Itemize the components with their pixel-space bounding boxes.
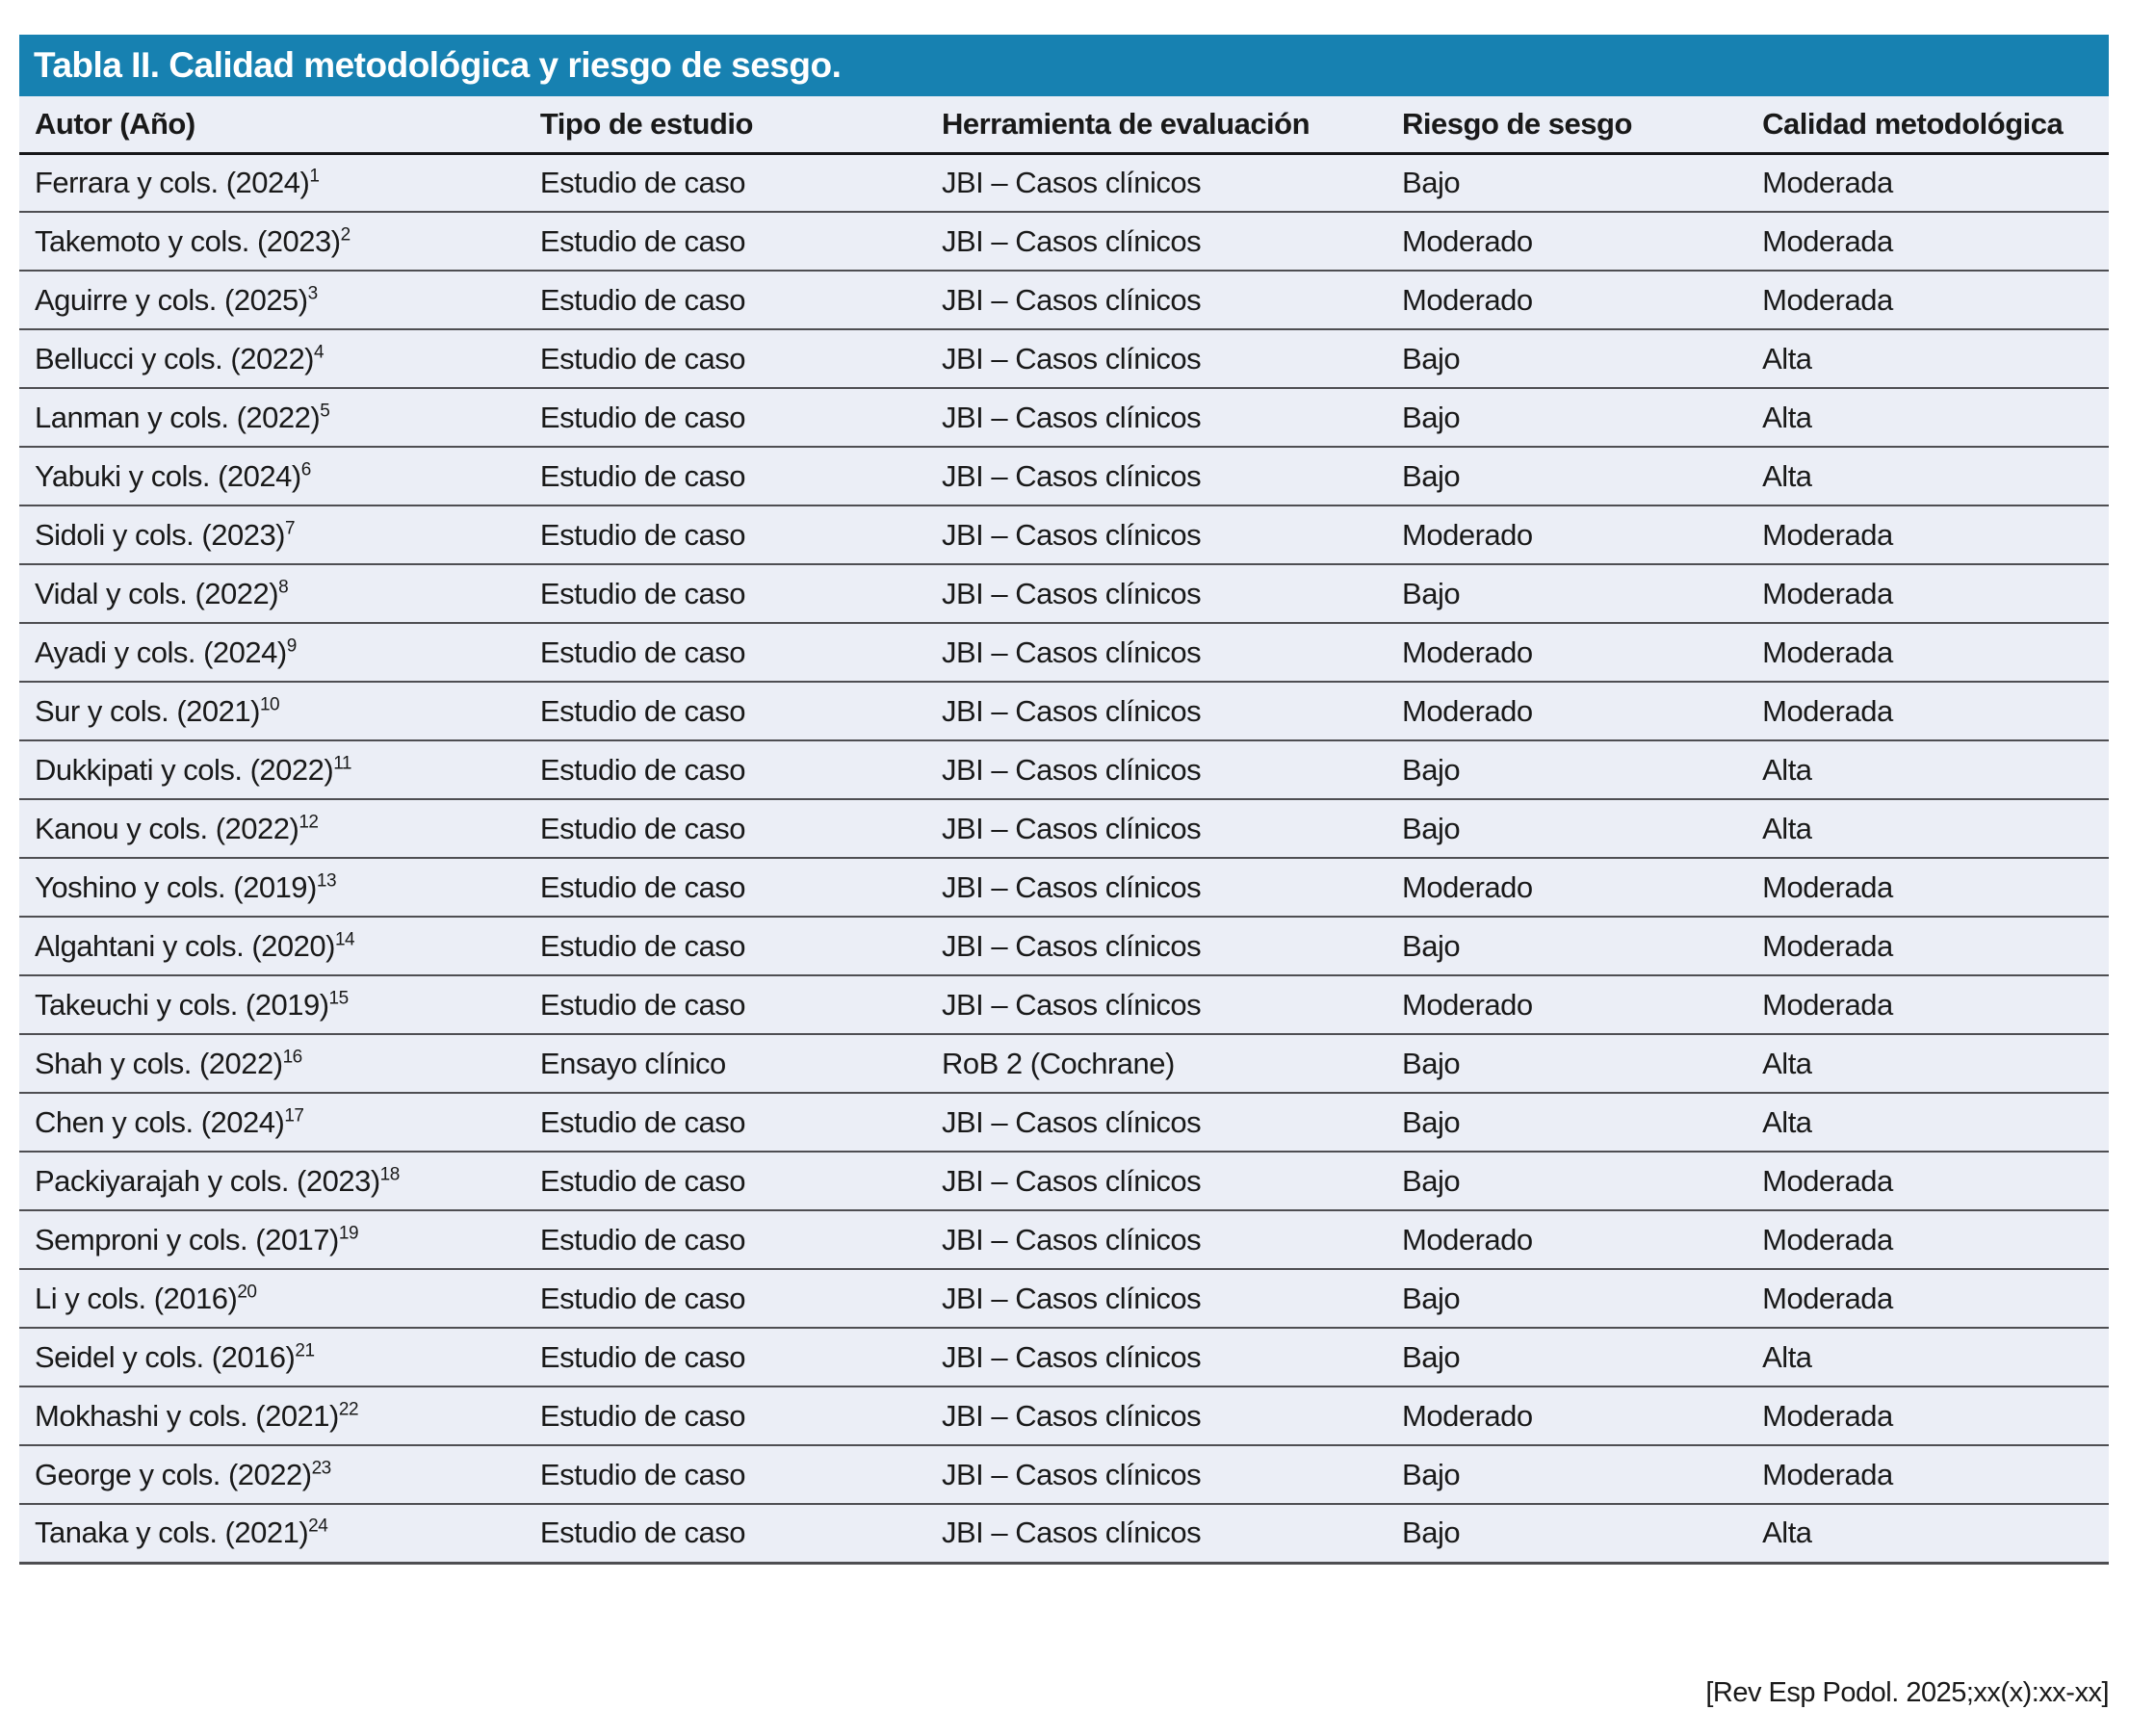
bias-risk-cell: Moderado <box>1387 505 1747 564</box>
table-row <box>19 153 2109 212</box>
reference-superscript: 16 <box>282 1047 302 1068</box>
quality-cell: Alta <box>1747 799 2109 858</box>
table-row <box>19 1034 2109 1093</box>
author-text: Ferrara y cols. (2024) <box>35 165 310 199</box>
reference-superscript: 21 <box>295 1340 315 1361</box>
quality-cell: Moderada <box>1747 917 2109 975</box>
tool-cell: JBI – Casos clínicos <box>926 1210 1387 1269</box>
quality-cell: Moderada <box>1747 505 2109 564</box>
quality-cell: Alta <box>1747 740 2109 799</box>
table-row <box>19 447 2109 505</box>
tool-cell: JBI – Casos clínicos <box>926 564 1387 623</box>
author-text: Seidel y cols. (2016) <box>35 1339 296 1374</box>
tool-cell: JBI – Casos clínicos <box>926 1269 1387 1328</box>
bias-risk-cell: Bajo <box>1387 447 1747 505</box>
bias-risk-cell: Bajo <box>1387 329 1747 388</box>
quality-cell: Moderada <box>1747 153 2109 212</box>
quality-cell: Moderada <box>1747 1445 2109 1504</box>
author-cell <box>19 271 525 329</box>
study-type-cell: Estudio de caso <box>525 388 926 447</box>
tool-cell: JBI – Casos clínicos <box>926 917 1387 975</box>
reference-superscript: 3 <box>307 283 318 304</box>
bias-risk-cell: Moderado <box>1387 1210 1747 1269</box>
bias-risk-cell: Moderado <box>1387 271 1747 329</box>
study-type-cell: Ensayo clínico <box>525 1034 926 1093</box>
table-row <box>19 1269 2109 1328</box>
author-cell <box>19 212 525 271</box>
author-cell <box>19 153 525 212</box>
author-text: Kanou y cols. (2022) <box>35 811 299 845</box>
bias-risk-cell: Moderado <box>1387 975 1747 1034</box>
reference-superscript: 8 <box>278 577 289 598</box>
reference-superscript: 7 <box>285 518 296 539</box>
author-text: Sur y cols. (2021) <box>35 693 260 728</box>
reference-superscript: 15 <box>328 988 349 1009</box>
study-type-cell: Estudio de caso <box>525 564 926 623</box>
reference-superscript: 9 <box>286 635 297 657</box>
quality-cell: Alta <box>1747 388 2109 447</box>
author-cell <box>19 740 525 799</box>
study-type-cell: Estudio de caso <box>525 329 926 388</box>
author-cell <box>19 858 525 917</box>
table-row <box>19 1445 2109 1504</box>
bias-risk-cell: Bajo <box>1387 1152 1747 1210</box>
reference-superscript: 1 <box>309 166 320 187</box>
author-text: Takemoto y cols. (2023) <box>35 223 341 258</box>
reference-superscript: 24 <box>308 1516 328 1537</box>
column-header-3: Riesgo de sesgo <box>1387 96 1747 153</box>
author-cell <box>19 1210 525 1269</box>
tool-cell: JBI – Casos clínicos <box>926 271 1387 329</box>
study-type-cell: Estudio de caso <box>525 975 926 1034</box>
author-text: Aguirre y cols. (2025) <box>35 282 308 317</box>
author-cell <box>19 975 525 1034</box>
bias-risk-cell: Bajo <box>1387 1328 1747 1386</box>
tool-cell: JBI – Casos clínicos <box>926 1328 1387 1386</box>
study-type-cell: Estudio de caso <box>525 1093 926 1152</box>
study-type-cell: Estudio de caso <box>525 682 926 740</box>
table-row <box>19 1386 2109 1445</box>
bias-risk-cell: Bajo <box>1387 564 1747 623</box>
quality-cell: Moderada <box>1747 682 2109 740</box>
reference-superscript: 10 <box>259 694 280 715</box>
author-text: Tanaka y cols. (2021) <box>35 1516 309 1550</box>
table-row <box>19 329 2109 388</box>
table-row <box>19 388 2109 447</box>
quality-cell: Alta <box>1747 329 2109 388</box>
quality-cell: Alta <box>1747 1034 2109 1093</box>
author-text: Shah y cols. (2022) <box>35 1046 283 1080</box>
table-title-bar <box>19 35 2109 96</box>
bias-risk-cell: Bajo <box>1387 153 1747 212</box>
reference-superscript: 19 <box>338 1223 359 1244</box>
author-cell <box>19 623 525 682</box>
bias-risk-cell: Bajo <box>1387 1034 1747 1093</box>
author-text: Vidal y cols. (2022) <box>35 576 279 610</box>
quality-cell: Moderada <box>1747 858 2109 917</box>
author-cell <box>19 917 525 975</box>
reference-superscript: 22 <box>338 1399 359 1420</box>
author-text: Algahtani y cols. (2020) <box>35 928 335 963</box>
study-type-cell: Estudio de caso <box>525 1504 926 1563</box>
reference-superscript: 4 <box>314 342 325 363</box>
tool-cell: RoB 2 (Cochrane) <box>926 1034 1387 1093</box>
quality-cell: Alta <box>1747 447 2109 505</box>
table-row <box>19 271 2109 329</box>
author-cell <box>19 1269 525 1328</box>
reference-superscript: 5 <box>320 401 330 422</box>
tool-cell: JBI – Casos clínicos <box>926 799 1387 858</box>
study-type-cell: Estudio de caso <box>525 917 926 975</box>
quality-cell: Moderada <box>1747 271 2109 329</box>
tool-cell: JBI – Casos clínicos <box>926 623 1387 682</box>
column-header-2: Herramienta de evaluación <box>926 96 1387 153</box>
quality-cell: Moderada <box>1747 1152 2109 1210</box>
tool-cell: JBI – Casos clínicos <box>926 740 1387 799</box>
quality-risk-table <box>19 96 2109 1565</box>
reference-superscript: 14 <box>334 929 355 950</box>
author-text: Ayadi y cols. (2024) <box>35 635 287 669</box>
tool-cell: JBI – Casos clínicos <box>926 153 1387 212</box>
bias-risk-cell: Bajo <box>1387 1504 1747 1563</box>
author-text: Packiyarajah y cols. (2023) <box>35 1163 380 1198</box>
table-row <box>19 975 2109 1034</box>
tool-cell: JBI – Casos clínicos <box>926 329 1387 388</box>
tool-cell: JBI – Casos clínicos <box>926 1445 1387 1504</box>
author-cell <box>19 682 525 740</box>
bias-risk-cell: Bajo <box>1387 917 1747 975</box>
tool-cell: JBI – Casos clínicos <box>926 212 1387 271</box>
study-type-cell: Estudio de caso <box>525 1210 926 1269</box>
table-row <box>19 1093 2109 1152</box>
table-row <box>19 1504 2109 1563</box>
table-header-row <box>19 96 2109 153</box>
study-type-cell: Estudio de caso <box>525 858 926 917</box>
bias-risk-cell: Bajo <box>1387 740 1747 799</box>
quality-cell: Moderada <box>1747 1269 2109 1328</box>
author-text: Chen y cols. (2024) <box>35 1104 285 1139</box>
reference-superscript: 6 <box>300 459 311 480</box>
reference-superscript: 20 <box>237 1282 257 1303</box>
tool-cell: JBI – Casos clínicos <box>926 1386 1387 1445</box>
author-cell <box>19 1093 525 1152</box>
author-text: Sidoli y cols. (2023) <box>35 517 286 552</box>
author-text: Mokhashi y cols. (2021) <box>35 1398 339 1433</box>
quality-cell: Moderada <box>1747 1210 2109 1269</box>
quality-cell: Moderada <box>1747 623 2109 682</box>
study-type-cell: Estudio de caso <box>525 271 926 329</box>
table-row <box>19 623 2109 682</box>
column-header-4: Calidad metodológica <box>1747 96 2109 153</box>
bias-risk-cell: Moderado <box>1387 623 1747 682</box>
author-cell <box>19 505 525 564</box>
study-type-cell: Estudio de caso <box>525 1269 926 1328</box>
study-type-cell: Estudio de caso <box>525 623 926 682</box>
study-type-cell: Estudio de caso <box>525 1152 926 1210</box>
author-cell <box>19 447 525 505</box>
tool-cell: JBI – Casos clínicos <box>926 388 1387 447</box>
author-cell <box>19 1152 525 1210</box>
quality-cell: Moderada <box>1747 975 2109 1034</box>
column-header-0: Autor (Año) <box>19 96 525 153</box>
study-type-cell: Estudio de caso <box>525 1328 926 1386</box>
table-row <box>19 858 2109 917</box>
author-cell <box>19 1034 525 1093</box>
table-row <box>19 505 2109 564</box>
author-cell <box>19 799 525 858</box>
tool-cell: JBI – Casos clínicos <box>926 505 1387 564</box>
table-row <box>19 1328 2109 1386</box>
table-row <box>19 564 2109 623</box>
tool-cell: JBI – Casos clínicos <box>926 975 1387 1034</box>
study-type-cell: Estudio de caso <box>525 799 926 858</box>
study-type-cell: Estudio de caso <box>525 505 926 564</box>
bias-risk-cell: Bajo <box>1387 1269 1747 1328</box>
bias-risk-cell: Bajo <box>1387 799 1747 858</box>
author-text: Bellucci y cols. (2022) <box>35 341 315 376</box>
tool-cell: JBI – Casos clínicos <box>926 447 1387 505</box>
author-text: Yabuki y cols. (2024) <box>35 458 301 493</box>
tool-cell: JBI – Casos clínicos <box>926 1152 1387 1210</box>
table-row <box>19 682 2109 740</box>
bias-risk-cell: Bajo <box>1387 1093 1747 1152</box>
bias-risk-cell: Moderado <box>1387 682 1747 740</box>
author-text: Semproni y cols. (2017) <box>35 1222 339 1257</box>
quality-cell: Moderada <box>1747 564 2109 623</box>
table-row <box>19 799 2109 858</box>
study-type-cell: Estudio de caso <box>525 212 926 271</box>
table-title: Tabla II. Calidad metodológica y riesgo de sesgo. <box>34 45 842 85</box>
author-cell <box>19 388 525 447</box>
study-type-cell: Estudio de caso <box>525 1445 926 1504</box>
table-row <box>19 740 2109 799</box>
quality-cell: Moderada <box>1747 212 2109 271</box>
bias-risk-cell: Bajo <box>1387 388 1747 447</box>
table-row <box>19 212 2109 271</box>
tool-cell: JBI – Casos clínicos <box>926 858 1387 917</box>
author-cell <box>19 1504 525 1563</box>
author-text: Lanman y cols. (2022) <box>35 400 321 434</box>
table-row <box>19 917 2109 975</box>
quality-cell: Alta <box>1747 1328 2109 1386</box>
author-text: Takeuchi y cols. (2019) <box>35 987 329 1022</box>
bias-risk-cell: Moderado <box>1387 212 1747 271</box>
reference-superscript: 11 <box>333 753 351 774</box>
study-type-cell: Estudio de caso <box>525 447 926 505</box>
bias-risk-cell: Moderado <box>1387 858 1747 917</box>
study-type-cell: Estudio de caso <box>525 153 926 212</box>
journal-citation: [Rev Esp Podol. 2025;xx(x):xx-xx] <box>1705 1677 2109 1708</box>
quality-cell: Moderada <box>1747 1386 2109 1445</box>
author-cell <box>19 329 525 388</box>
study-type-cell: Estudio de caso <box>525 740 926 799</box>
column-header-1: Tipo de estudio <box>525 96 926 153</box>
reference-superscript: 12 <box>299 812 319 833</box>
tool-cell: JBI – Casos clínicos <box>926 1504 1387 1563</box>
tool-cell: JBI – Casos clínicos <box>926 1093 1387 1152</box>
table-ii-block <box>19 35 2109 1565</box>
reference-superscript: 13 <box>316 870 337 892</box>
author-cell <box>19 1386 525 1445</box>
author-cell <box>19 1445 525 1504</box>
bias-risk-cell: Bajo <box>1387 1445 1747 1504</box>
author-text: Dukkipati y cols. (2022) <box>35 752 334 787</box>
author-cell <box>19 1328 525 1386</box>
reference-superscript: 23 <box>311 1458 331 1479</box>
tool-cell: JBI – Casos clínicos <box>926 682 1387 740</box>
author-text: Li y cols. (2016) <box>35 1281 238 1315</box>
author-text: George y cols. (2022) <box>35 1457 312 1491</box>
table-row <box>19 1152 2109 1210</box>
author-text: Yoshino y cols. (2019) <box>35 869 317 904</box>
study-type-cell: Estudio de caso <box>525 1386 926 1445</box>
quality-cell: Alta <box>1747 1093 2109 1152</box>
quality-cell: Alta <box>1747 1504 2109 1563</box>
reference-superscript: 18 <box>379 1164 400 1185</box>
reference-superscript: 17 <box>284 1105 304 1127</box>
reference-superscript: 2 <box>340 224 351 246</box>
author-cell <box>19 564 525 623</box>
bias-risk-cell: Moderado <box>1387 1386 1747 1445</box>
table-row <box>19 1210 2109 1269</box>
